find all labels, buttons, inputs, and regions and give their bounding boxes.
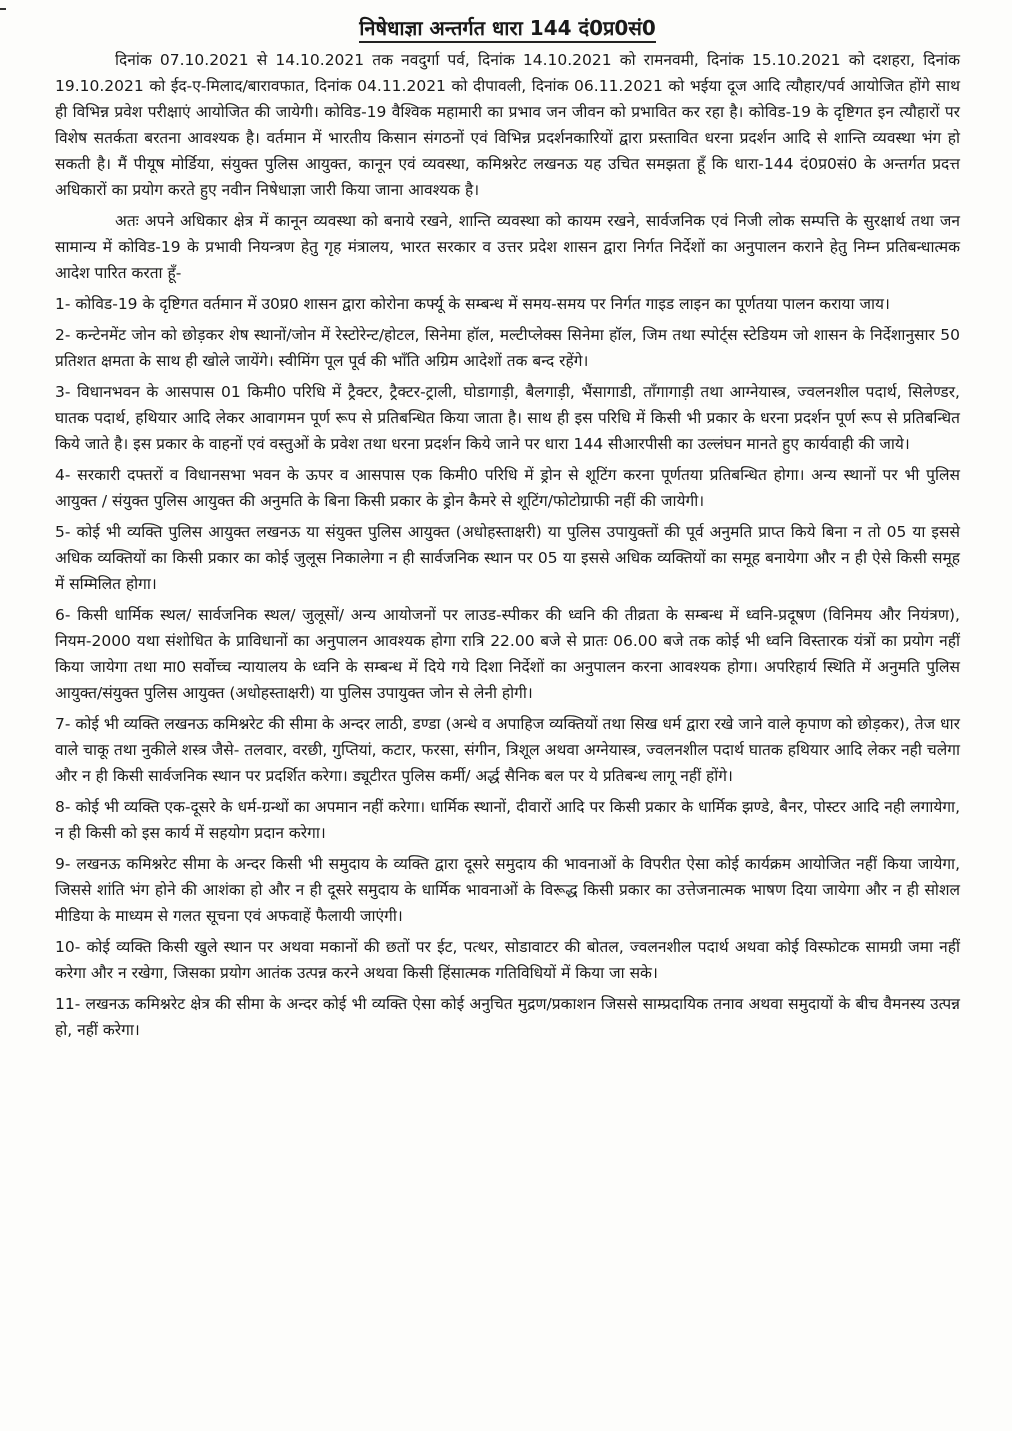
order-item-10: 10- कोई व्यक्ति किसी खुले स्थान पर अथवा मकानों की छतों पर ईट, पत्थर, सोडावाटर की बोतल, ज्वलनशील पदार्थ अथवा कोई विस्फोटक सामग्री जमा नहीं करेगा और न रखेगा, जिसका प्रयोग आतंक उत्पन्न करने अथवा किसी हिंसात्मक गतिविधियों में किया जा सके। xyxy=(55,938,960,982)
intro-paragraph: दिनांक 07.10.2021 से 14.10.2021 तक नवदुर्गा पर्व, दिनांक 14.10.2021 को रामनवमी, दिनांक 15.10.2021 को दशहरा, दिनांक 19.10.2021 को ईद-ए-मिलाद/बारावफात, दिनांक 04.11.2021 को दीपावली, दिनांक 06.11.2021 को भईया दूज आदि त्यौहार/पर्व आयोजित होंगे साथ ही विभिन्न प्रवेश परीक्षाएं आयोजित की जायेगी। कोविड-19 वैश्विक महामारी का प्रभाव जन जीवन को प्रभावित कर रहा है। कोविड-19 के दृष्टिगत इन त्यौहारों पर विशेष सतर्कता बरतना आवश्यक है। वर्तमान में भारतीय किसान संगठनों एवं विभिन्न प्रदर्शनकारियों द्वारा प्रस्तावित धरना प्रदर्शन आदि से शान्ति व्यवस्था भंग हो सकती है। मैं पीयूष मोर्डिया, संयुक्त पुलिस आयुक्त, कानून एवं व्यवस्था, कमिश्नरेट लखनऊ यह उचित समझता हूँ कि धारा-144 दं0प्र0सं0 के अन्तर्गत प्रदत्त अधिकारों का प्रयोग करते हुए नवीन निषेधाज्ञा जारी किया जाना आवश्यक है। xyxy=(55,51,960,199)
order-preamble: अतः अपने अधिकार क्षेत्र में कानून व्यवस्था को बनाये रखने, शान्ति व्यवस्था को कायम रखने, सार्वजनिक एवं निजी लोक सम्पत्ति के सुरक्षार्थ तथा जन सामान्य में कोविड-19 के प्रभावी नियन्त्रण हेतु गृह मंत्रालय, भारत सरकार व उत्तर प्रदेश शासन द्वारा निर्गत निर्देशों का अनुपालन कराने हेतु निम्न प्रतिबन्धात्मक आदेश पारित करता हूँ- xyxy=(55,212,960,282)
order-item-2: 2- कन्टेनमेंट जोन को छोड़कर शेष स्थानों/जोन में रेस्टोरेन्ट/होटल, सिनेमा हॉल, मल्टीप्लेक्स सिनेमा हॉल, जिम तथा स्पोर्ट्स स्टेडियम जो शासन के निर्देशानुसार 50 प्रतिशत क्षमता के साथ ही खोले जायेंगे। स्वीमिंग पूल पूर्व की भाँति अग्रिम आदेशों तक बन्द रहेंगे। xyxy=(55,326,960,370)
scan-mark xyxy=(0,8,6,10)
order-item-11: 11- लखनऊ कमिश्नरेट क्षेत्र की सीमा के अन्दर कोई भी व्यक्ति ऐसा कोई अनुचित मुद्रण/प्रकाशन जिससे साम्प्रदायिक तनाव अथवा समुदायों के बीच वैमनस्य उत्पन्न हो, नहीं करेगा। xyxy=(55,995,960,1039)
document-page xyxy=(55,14,960,1048)
order-item-7: 7- कोई भी व्यक्ति लखनऊ कमिश्नरेट की सीमा के अन्दर लाठी, डण्डा (अन्धे व अपाहिज व्यक्तियों तथा सिख धर्म द्वारा रखे जाने वाले कृपाण को छोड़कर), तेज धार वाले चाकू तथा नुकीले शस्त्र जैसे- तलवार, वरछी, गुप्तियां, कटार, फरसा, संगीन, त्रिशूल अथवा अग्नेयास्त्र, ज्वलनशील पदार्थ घातक हथियार आदि लेकर नही चलेगा और न ही किसी सार्वजनिक स्थान पर प्रदर्शित करेगा। ड्यूटीरत पुलिस कर्मी/ अर्द्ध सैनिक बल पर ये प्रतिबन्ध लागू नहीं होंगे। xyxy=(55,715,960,785)
order-item-8: 8- कोई भी व्यक्ति एक-दूसरे के धर्म-ग्रन्थों का अपमान नहीं करेगा। धार्मिक स्थानों, दीवारों आदि पर किसी प्रकार के धार्मिक झण्डे, बैनर, पोस्टर आदि नही लगायेगा, न ही किसी को इस कार्य में सहयोग प्रदान करेगा। xyxy=(55,798,960,842)
order-item-3: 3- विधानभवन के आसपास 01 किमी0 परिधि में ट्रैक्टर, ट्रैक्टर-ट्राली, घोडागाड़ी, बैलगाड़ी, भैंसागाडी, ताँगागाड़ी तथा आग्नेयास्त्र, ज्वलनशील पदार्थ, सिलेण्डर, घातक पदार्थ, हथियार आदि लेकर आवागमन पूर्ण रूप से प्रतिबन्धित किया जाता है। साथ ही इस परिधि में किसी भी प्रकार के धरना प्रदर्शन पूर्ण रूप से प्रतिबन्धित किये जाते है। इस प्रकार के वाहनों एवं वस्तुओं के प्रवेश तथा धरना प्रदर्शन किये जाने पर धारा 144 सीआरपीसी का उल्लंघन मानते हुए कार्यवाही की जाये। xyxy=(55,383,960,453)
document-title: निषेधाज्ञा अन्तर्गत धारा 144 दं0प्र0सं0 xyxy=(55,14,960,41)
order-item-5: 5- कोई भी व्यक्ति पुलिस आयुक्त लखनऊ या संयुक्त पुलिस आयुक्त (अधोहस्ताक्षरी) या पुलिस उपायुक्तों की पूर्व अनुमति प्राप्त किये बिना न तो 05 या इससे अधिक व्यक्तियों का किसी प्रकार का कोई जुलूस निकालेगा न ही सार्वजनिक स्थान पर 05 या इससे अधिक व्यक्तियों का समूह बनायेगा और न ही ऐसे किसी समूह में सम्मिलित होगा। xyxy=(55,523,960,593)
order-item-1: 1- कोविड-19 के दृष्टिगत वर्तमान में उ0प्र0 शासन द्वारा कोरोना कर्फ्यू के सम्बन्ध में समय-समय पर निर्गत गाइड लाइन का पूर्णतया पालन कराया जाय। xyxy=(55,295,890,313)
order-item-9: 9- लखनऊ कमिश्नरेट सीमा के अन्दर किसी भी समुदाय के व्यक्ति द्वारा दूसरे समुदाय की भावनाओं के विपरीत ऐसा कोई कार्यक्रम आयोजित नहीं किया जायेगा, जिससे शांति भंग होने की आशंका हो और न ही दूसरे समुदाय के धार्मिक भावनाओं के विरूद्ध किसी प्रकार का उत्तेजनात्मक भाषण दिया जायेगा और न ही सोशल मीडिया के माध्यम से गलत सूचना एवं अफवाहें फैलायी जाएंगी। xyxy=(55,855,960,925)
order-item-4: 4- सरकारी दफ्तरों व विधानसभा भवन के ऊपर व आसपास एक किमी0 परिधि में ड्रोन से शूटिंग करना पूर्णतया प्रतिबन्धित होगा। अन्य स्थानों पर भी पुलिस आयुक्त / संयुक्त पुलिस आयुक्त की अनुमति के बिना किसी प्रकार के ड्रोन कैमरे से शूटिंग/फोटोग्राफी नहीं की जायेगी। xyxy=(55,466,960,510)
order-item-6: 6- किसी धार्मिक स्थल/ सार्वजनिक स्थल/ जुलूसों/ अन्य आयोजनों पर लाउड-स्पीकर की ध्वनि की तीव्रता के सम्बन्ध में ध्वनि-प्रदूषण (विनिमय और नियंत्रण), नियम-2000 यथा संशोधित के प्राविधानों का अनुपालन आवश्यक होगा रात्रि 22.00 बजे से प्रातः 06.00 बजे तक कोई भी ध्वनि विस्तारक यंत्रों का प्रयोग नहीं किया जायेगा तथा मा0 सर्वोच्च न्यायालय के ध्वनि के सम्बन्ध में दिये गये दिशा निर्देशों का अनुपालन करना आवश्यक होगा। अपरिहार्य स्थिति में अनुमति पुलिस आयुक्त/संयुक्त पुलिस आयुक्त (अधोहस्ताक्षरी) या पुलिस उपायुक्त जोन से लेनी होगी। xyxy=(55,606,960,702)
